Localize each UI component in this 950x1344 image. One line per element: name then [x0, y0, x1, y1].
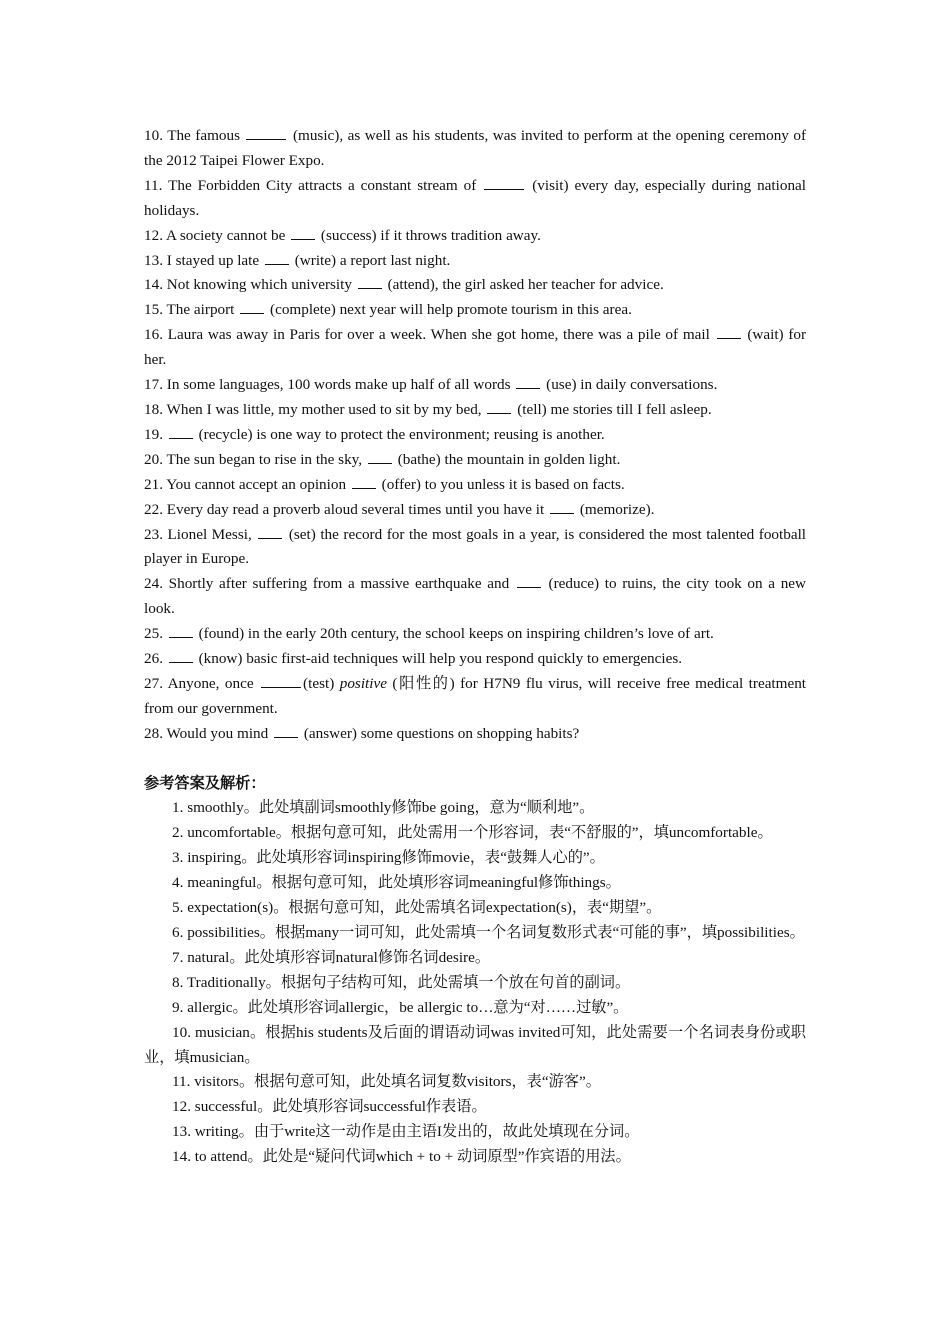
question-text-after-continued: (阳性的) for H7N9 flu virus, will receive free medical treatment from our government.	[144, 674, 807, 717]
question-text-after: (recycle) is one way to protect the environment; reusing is another.	[198, 425, 605, 443]
question-number: 12.	[144, 226, 163, 244]
question-number: 17.	[144, 376, 163, 394]
question-text-after: (found) in the early 20th century, the school keeps on inspiring children’s love of art.	[198, 625, 714, 643]
document-page	[144, 124, 806, 1170]
question-text-after: (music), as well as his students, was invited to perform at the opening ceremony of the 2012 Taipei Flower Expo.	[144, 127, 807, 169]
question-text-before: Anyone, once	[167, 674, 254, 692]
question-text-before: The famous	[167, 127, 240, 144]
answer-item: 4. meaningful。根据句意可知，此处填形容词meaningful修饰things。	[172, 874, 621, 892]
question-text-after: (tell) me stories till I fell asleep.	[517, 400, 712, 418]
question-item	[144, 249, 806, 274]
question-text-before: Laura was away in Paris for over a week. When she got home, there was a pile of mail	[167, 326, 710, 344]
answer-item: 3. inspiring。此处填形容词inspiring修饰movie，表“鼓舞人心的”。	[172, 849, 605, 867]
question-number: 19.	[144, 425, 163, 443]
question-item	[144, 323, 806, 373]
answer-item: 13. writing。由于write这一动作是由主语I发出的，故此处填现在分词。	[172, 1123, 640, 1141]
question-text-after: (success) if it throws tradition away.	[320, 226, 541, 244]
answer-blank	[550, 499, 574, 514]
question-item	[144, 448, 806, 473]
question-text-after: (write) a report last night.	[294, 251, 451, 269]
question-text-after: (test)	[303, 674, 335, 692]
question-text-before: The sun began to rise in the sky,	[166, 450, 363, 468]
question-text-after: (bathe) the mountain in golden light.	[397, 450, 621, 468]
question-item	[144, 572, 806, 622]
question-text-after: (use) in daily conversations.	[546, 376, 718, 394]
answer-blank	[368, 449, 392, 464]
question-text-before: In some languages, 100 words make up half of all words	[166, 376, 511, 394]
answer-item: 11. visitors。根据句意可知，此处填名词复数visitors，表“游客”。	[172, 1073, 601, 1091]
question-list	[144, 124, 806, 747]
answer-blank	[717, 324, 741, 339]
spacer	[144, 747, 806, 772]
question-text-before: I stayed up late	[166, 251, 260, 269]
question-text-before: The Forbidden City attracts a constant stream of	[168, 176, 477, 194]
question-number: 27.	[144, 674, 163, 692]
question-item	[144, 298, 806, 323]
question-item	[144, 523, 806, 573]
question-text-before: The airport	[166, 301, 235, 319]
question-text-after: (wait) for her.	[144, 326, 807, 369]
question-text-after: (offer) to you unless it is based on facts.	[381, 475, 625, 493]
question-number: 11.	[144, 176, 163, 194]
question-text-after: (complete) next year will help promote tourism in this area.	[270, 301, 632, 319]
question-text-before: A society cannot be	[165, 226, 286, 244]
question-text-before: Not knowing which university	[166, 276, 352, 294]
question-text-before: When I was little, my mother used to sit by my bed,	[166, 400, 482, 418]
answer-blank	[291, 225, 315, 240]
answer-item: 14. to attend。此处是“疑问代词which + to + 动词原型”作宾语的用法。	[172, 1148, 631, 1166]
answer-blank	[352, 474, 376, 489]
question-item	[144, 224, 806, 249]
answer-blank	[517, 573, 541, 588]
question-text-after: (memorize).	[579, 500, 655, 518]
question-item	[144, 273, 806, 298]
question-item	[144, 622, 806, 647]
question-text-before: Every day read a proverb aloud several times until you have it	[166, 500, 545, 518]
answer-item: 12. successful。此处填形容词successful作表语。	[172, 1098, 487, 1116]
answer-item: 10. musician。根据his students及后面的谓语动词was invited可知，此处需要一个名词表身份或职业，填musician。	[144, 1023, 806, 1066]
question-number: 14.	[144, 276, 163, 294]
question-text-after: (reduce) to ruins, the city took on a new look.	[144, 575, 806, 618]
question-item	[144, 124, 806, 174]
question-item	[144, 473, 806, 498]
question-text-after: (know) basic first-aid techniques will help you respond quickly to emergencies.	[198, 650, 683, 668]
answer-blank	[169, 424, 193, 439]
question-number: 16.	[144, 326, 163, 344]
question-item	[144, 498, 806, 523]
question-text-after: (set) the record for the most goals in a year, is considered the most talented football player in Europe.	[144, 525, 807, 568]
answer-item: 9. allergic。此处填形容词allergic，be allergic to…意为“对……过敏”。	[172, 998, 629, 1016]
question-text-after: (visit) every day, especially during national holidays.	[144, 176, 807, 219]
question-item	[144, 174, 806, 224]
question-item	[144, 647, 806, 672]
question-number: 20.	[144, 450, 163, 468]
answer-item: 7. natural。此处填形容词natural修饰名词desire。	[172, 948, 491, 966]
question-number: 10.	[144, 127, 163, 144]
answer-blank	[274, 723, 298, 738]
question-italic-term: positive	[339, 674, 387, 692]
answer-blank	[265, 250, 289, 265]
question-number: 22.	[144, 500, 163, 518]
question-number: 13.	[144, 251, 163, 269]
answer-item: 8. Traditionally。根据句子结构可知，此处需填一个放在句首的副词。	[172, 973, 631, 991]
question-number: 15.	[144, 301, 163, 319]
question-item	[144, 722, 806, 747]
answer-item: 2. uncomfortable。根据句意可知，此处需用一个形容词，表“不舒服的”，填uncomfortable。	[172, 824, 773, 842]
question-number: 25.	[144, 625, 163, 643]
question-item	[144, 672, 806, 722]
answer-blank	[484, 175, 524, 190]
question-text-before: Shortly after suffering from a massive earthquake and	[168, 575, 510, 593]
question-text-after: (attend), the girl asked her teacher for advice.	[387, 276, 664, 294]
question-text-before: Would you mind	[166, 724, 269, 742]
answer-item: 5. expectation(s)。根据句意可知，此处需填名词expectation(s)，表“期望”。	[172, 899, 662, 917]
question-text-before: You cannot accept an opinion	[166, 475, 347, 493]
answer-blank	[169, 623, 193, 638]
answer-blank	[516, 374, 540, 389]
answer-list	[144, 796, 806, 1170]
question-item	[144, 373, 806, 398]
answer-blank	[258, 524, 282, 539]
answer-item: 6. possibilities。根据many一词可知，此处需填一个名词复数形式表“可能的事”，填possibilities。	[172, 923, 805, 941]
question-number: 26.	[144, 650, 163, 668]
question-number: 21.	[144, 475, 163, 493]
answer-blank	[261, 673, 301, 688]
answer-blank	[487, 399, 511, 414]
question-item	[144, 423, 806, 448]
question-number: 24.	[144, 575, 163, 593]
answer-blank	[169, 648, 193, 663]
answer-blank	[240, 299, 264, 314]
answer-blank	[246, 125, 286, 140]
answer-blank	[358, 274, 382, 289]
question-item	[144, 398, 806, 423]
question-text-before: Lionel Messi,	[167, 525, 252, 543]
question-number: 18.	[144, 400, 163, 418]
question-text-after: (answer) some questions on shopping habits?	[303, 724, 580, 742]
answers-heading: 参考答案及解析：	[144, 774, 266, 792]
answer-item: 1. smoothly。此处填副词smoothly修饰be going，意为“顺利地”。	[172, 799, 595, 817]
question-number: 23.	[144, 525, 163, 543]
question-number: 28.	[144, 724, 163, 742]
